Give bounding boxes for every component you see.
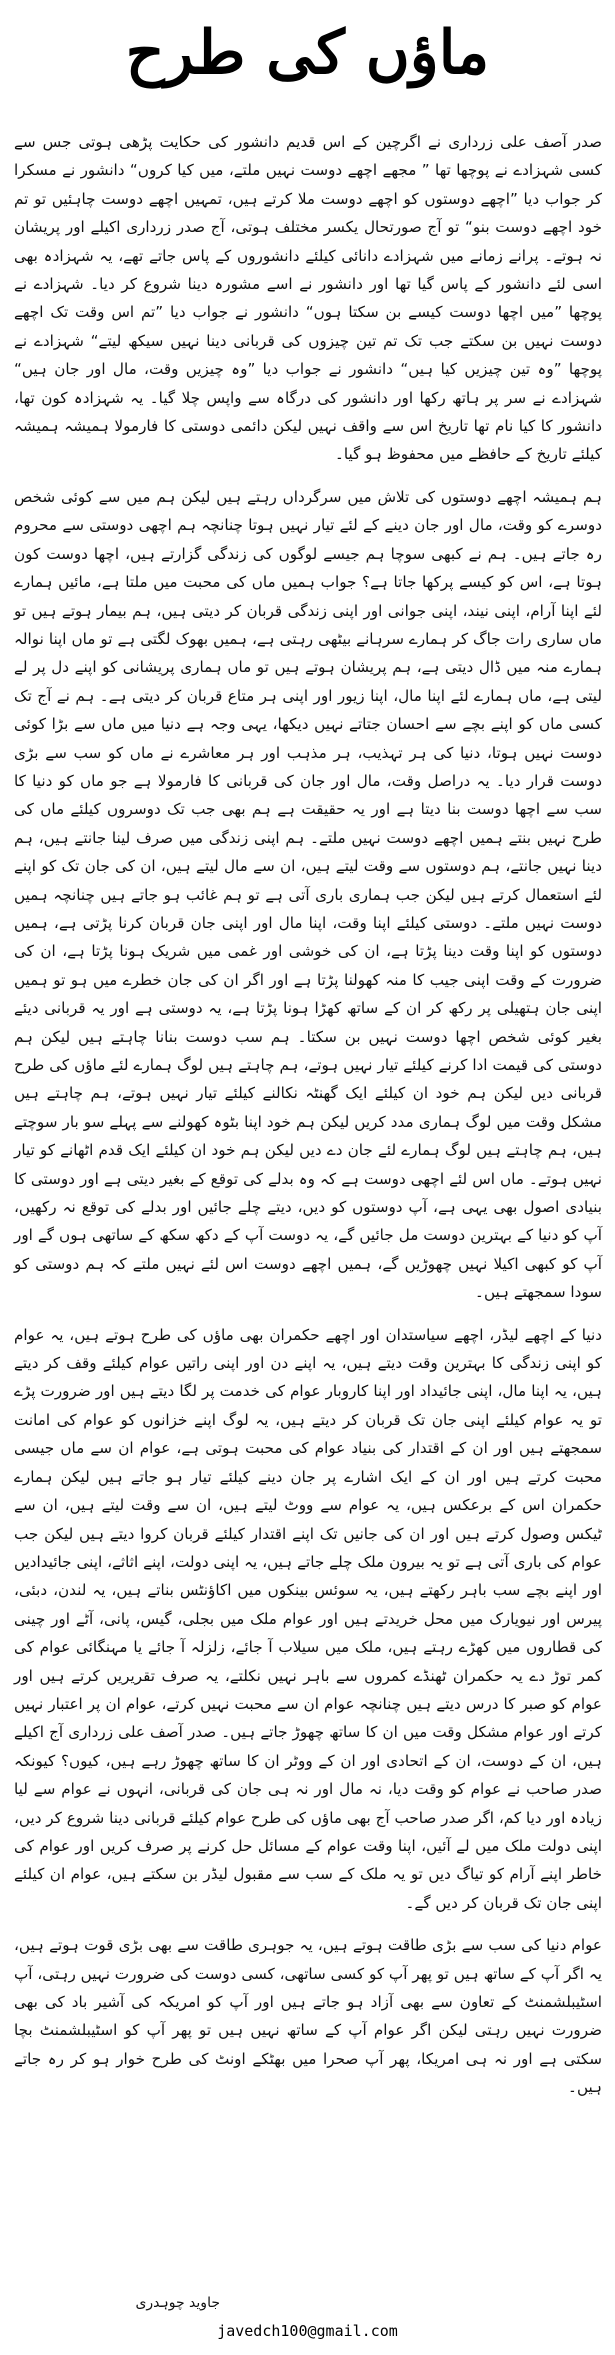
- paragraph: عوام دنیا کی سب سے بڑی طاقت ہوتے ہیں، یہ جوہری طاقت سے بھی بڑی قوت ہوتے ہیں، یہ اگر آپ کے ساتھ ہیں تو پھر آپ کو کسی ساتھی، کسی دوست کی ضرورت نہیں رہتی، آپ اسٹیبلشمنٹ کے تعاون سے بھی آزاد ہو جاتے ہیں اور آپ کو امریکہ کی آشیر باد کی بھی ضرورت نہیں رہتی لیکن اگر عوام آپ کے ساتھ نہیں ہیں تو پھر آپ کو اسٹیبلشمنٹ بچا سکتی ہے اور نہ ہی امریکا، پھر آپ صحرا میں بھٹکے اونٹ کی طرح خوار ہو کر رہ جاتے ہیں۔: [14, 1936, 602, 2097]
- article-body: [14, 128, 602, 2102]
- paragraph: دنیا کے اچھے لیڈر، اچھے سیاستدان اور اچھے حکمران بھی ماؤں کی طرح ہوتے ہیں، یہ عوام کو اپنی زندگی کا بہترین وقت دیتے ہیں، یہ اپنے دن اور اپنی راتیں عوام کیلئے وقف کر دیتے ہیں، یہ اپنا مال، اپنی جائیداد اور اپنا کاروبار عوام کی خدمت پر لگا دیتے ہیں اور ضرورت پڑے تو یہ عوام کیلئے اپنی جان تک قربان کر دیتے ہیں، یہ لوگ اپنے خزانوں کو عوام کی امانت سمجھتے ہیں اور ان کے اقتدار کی بنیاد عوام کی محبت ہوتی ہے، عوام ان سے ماں جیسی محبت کرتے ہیں اور ان کے ایک اشارے پر جان دینے کیلئے تیار ہو جاتے ہیں لیکن ہمارے حکمران اس کے برعکس ہیں، یہ عوام سے ووٹ لیتے ہیں، ان سے وقت لیتے ہیں، ان سے ٹیکس وصول کرتے ہیں اور ان کی جانیں تک اپنے اقتدار کیلئے قربان کروا دیتے ہیں لیکن جب عوام کی باری آتی ہے تو یہ بیرون ملک چلے جاتے ہیں، یہ اپنی دولت، اپنے اثاثے، اپنی جائیدادیں اور اپنے بچے سب باہر رکھتے ہیں، یہ سوئس بینکوں میں اکاؤنٹس بناتے ہیں، یہ لندن، دبئی، پیرس اور نیویارک میں محل خریدتے ہیں اور عوام ملک میں بجلی، گیس، پانی، آٹے اور چینی کی قطاروں میں کھڑے رہتے ہیں، ملک میں سیلاب آ جائے، زلزلہ آ جائے یا مہنگائی عوام کی کمر توڑ دے یہ حکمران ٹھنڈے کمروں سے باہر نہیں نکلتے، یہ صرف تقریریں کرتے ہیں اور عوام کو صبر کا درس دیتے ہیں چنانچہ عوام ان سے محبت نہیں کرتے، عوام ان پر اعتبار نہیں کرتے اور عوام مشکل وقت میں ان کا ساتھ چھوڑ جاتے ہیں۔ صدر آصف علی زرداری آج اکیلے ہیں، ان کے دوست، ان کے اتحادی اور ان کے ووٹر ان کا ساتھ چھوڑ رہے ہیں، کیوں؟ کیونکہ صدر صاحب نے عوام کو وقت دیا، نہ مال اور نہ ہی جان کی قربانی، انہوں نے عوام سے لیا زیادہ اور دیا کم، اگر صدر صاحب آج بھی ماؤں کی طرح عوام کیلئے قربانی دینا شروع کر دیں، اپنی دولت ملک میں لے آئیں، اپنا وقت عوام کے مسائل حل کرنے پر صرف کریں اور عوام کی خاطر اپنے آرام کو تیاگ دیں تو یہ ملک کے سب سے مقبول لیڈر بن سکتے ہیں، عوام ان کیلئے اپنی جان تک قربان کر دیں گے۔: [14, 1325, 602, 1912]
- paragraph: صدر آصف علی زرداری نے اگرچین کے اس قدیم دانشور کی حکایت پڑھی ہوتی جس سے کسی شہزادے نے پوچھا تھا ” مجھے اچھے دوست نہیں ملتے، میں کیا کروں“ دانشور نے مسکرا کر جواب دیا ”اچھے دوستوں کو اچھے دوست ملا کرتے ہیں، تمہیں اچھے دوست چاہئیں تو تم خود اچھے دوست بنو“ تو آج صورتحال یکسر مختلف ہوتی، آج صدر زرداری اکیلے اور پریشان نہ ہوتے۔ پرانے زمانے میں شہزادے دانائی کیلئے دانشوروں کے پاس جاتے تھے، یہ شہزادہ بھی اسی لئے دانشور کے پاس گیا تھا اور دانشور نے اسے مشورہ دینا شروع کر دیا۔ شہزادے نے پوچھا ”میں اچھا دوست کیسے بن سکتا ہوں“ دانشور نے جواب دیا ”تم اس وقت تک اچھے دوست نہیں بن سکتے جب تک تم تین چیزوں کی قربانی دینا نہیں سیکھ لیتے“ شہزادے نے پوچھا ”وہ تین چیزیں کیا ہیں“ دانشور نے جواب دیا ”وہ چیزیں وقت، مال اور جان ہیں“ شہزادے نے سر پر ہاتھ رکھا اور دانشور کی درگاہ سے واپس چلا گیا۔ یہ شہزادہ کون تھا، دانشور کا کیا نام تھا تاریخ اس سے واقف نہیں لیکن دائمی دوستی کا فارمولا ہمیشہ ہمیشہ کیلئے تاریخ کے حافظے میں محفوظ ہو گیا۔: [14, 133, 602, 464]
- paragraph: ہم ہمیشہ اچھے دوستوں کی تلاش میں سرگرداں رہتے ہیں لیکن ہم میں سے کوئی شخص دوسرے کو وقت، مال اور جان دینے کے لئے تیار نہیں ہوتا چنانچہ ہم اچھی دوستی سے محروم رہ جاتے ہیں۔ ہم نے کبھی سوچا ہم جیسے لوگوں کی زندگی گزارتے ہیں، اچھا دوست کون ہوتا ہے، اس کو کیسے پرکھا جاتا ہے؟ جواب ہمیں ماں کی محبت میں ملتا ہے، مائیں ہمارے لئے اپنا آرام، اپنی نیند، اپنی جوانی اور اپنی زندگی قربان کر دیتی ہیں، ہم بیمار ہوتے ہیں تو ماں ساری رات جاگ کر ہمارے سرہانے بیٹھی رہتی ہے، ہمیں بھوک لگتی ہے تو ماں اپنا نوالہ ہمارے منہ میں ڈال دیتی ہے، ہم پریشان ہوتے ہیں تو ماں ہماری پریشانی کو اپنے دل پر لے لیتی ہے، ماں ہمارے لئے اپنا مال، اپنا زیور اور اپنی ہر متاع قربان کر دیتی ہے۔ ہم نے آج تک کسی ماں کو اپنے بچے سے احسان جتاتے نہیں دیکھا، یہی وجہ ہے دنیا میں ماں سے بڑا کوئی دوست نہیں ہوتا، دنیا کی ہر تہذیب، ہر مذہب اور ہر معاشرے نے ماں کو سب سے بڑی دوست قرار دیا۔ یہ دراصل وقت، مال اور جان کی قربانی کا فارمولا ہے جو ماں کو دنیا کا سب سے اچھا دوست بنا دیتا ہے اور یہ حقیقت ہے ہم بھی جب تک دوسروں کیلئے ماں کی طرح نہیں بنتے ہمیں اچھے دوست نہیں ملتے۔ ہم اپنی زندگی میں صرف لینا جانتے ہیں، ہم دینا نہیں جانتے، ہم دوستوں سے وقت لیتے ہیں، ان سے مال لیتے ہیں، ان کی جان تک کو اپنے لئے استعمال کرتے ہیں لیکن جب ہماری باری آتی ہے تو ہم غائب ہو جاتے ہیں چنانچہ ہمیں دوست نہیں ملتے۔ دوستی کیلئے اپنا وقت، اپنا مال اور اپنی جان قربان کرنا پڑتی ہے، ہمیں دوستوں کو اپنا وقت دینا پڑتا ہے، ان کی خوشی اور غمی میں شریک ہونا پڑتا ہے، ان کی ضرورت کے وقت اپنی جیب کا منہ کھولنا پڑتا ہے اور اگر ان کی جان خطرے میں ہو تو ہمیں اپنی جان ہتھیلی پر رکھ کر ان کے ساتھ کھڑا ہونا پڑتا ہے، یہ دوستی ہے اور یہ قربانی دیئے بغیر کوئی شخص اچھا دوست نہیں بن سکتا۔ ہم سب دوست بنانا چاہتے ہیں لیکن ہم دوستی کی قیمت ادا کرنے کیلئے تیار نہیں ہوتے، ہم چاہتے ہیں لوگ ہمارے لئے ماؤں کی طرح قربانی دیں لیکن ہم خود ان کیلئے ایک گھنٹہ نکالنے کیلئے تیار نہیں ہوتے، ہم چاہتے ہیں مشکل وقت میں لوگ ہماری مدد کریں لیکن ہم خود اپنا بٹوہ کھولنے سے پہلے سو بار سوچتے ہیں، ہم چاہتے ہیں لوگ ہمارے لئے جان دے دیں لیکن ہم خود ان کیلئے ایک قدم اٹھانے کو تیار نہیں ہوتے۔ ماں اس لئے اچھی دوست ہے کہ وہ بدلے کی توقع کے بغیر دیتی ہے اور دوستی کا بنیادی اصول بھی یہی ہے، آپ دوستوں کو دیں، دیتے چلے جائیں اور بدلے کی توقع نہ رکھیں، آپ کو دنیا کے بہترین دوست مل جائیں گے، یہ دوست آپ کے دکھ سکھ کے ساتھی ہوں گے اور آپ کو کبھی اکیلا نہیں چھوڑیں گے، ہمیں اچھے دوست اس لئے نہیں ملتے کہ ہم دوستی کو سودا سمجھتے ہیں۔: [14, 487, 602, 1302]
- author-email: javedch100@gmail.com: [217, 2322, 398, 2340]
- author-name: جاوید چوہدری: [135, 2295, 220, 2311]
- article-title-text: ماؤں کی طرح: [125, 17, 490, 88]
- article-title: [0, 0, 615, 105]
